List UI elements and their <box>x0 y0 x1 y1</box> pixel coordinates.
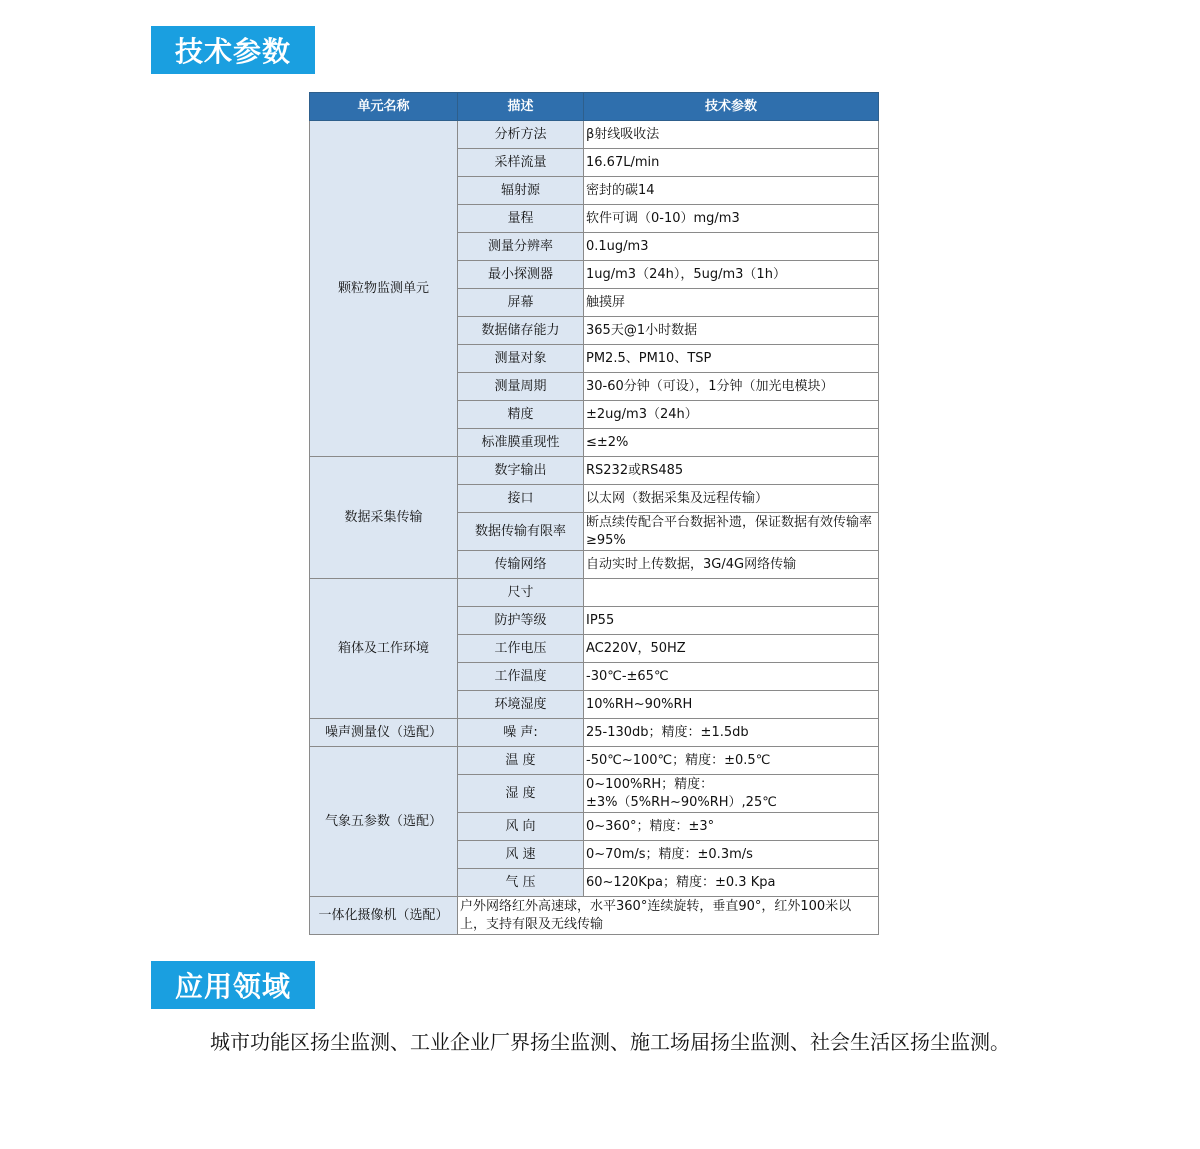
desc-cell: 风 速 <box>458 841 584 869</box>
param-cell: AC220V，50HZ <box>584 635 879 663</box>
desc-cell: 测量周期 <box>458 373 584 401</box>
desc-cell: 量程 <box>458 205 584 233</box>
param-cell: 25-130db；精度：±1.5db <box>584 719 879 747</box>
desc-cell: 测量对象 <box>458 345 584 373</box>
desc-cell: 最小探测器 <box>458 261 584 289</box>
desc-cell: 防护等级 <box>458 607 584 635</box>
table-row <box>310 719 879 747</box>
desc-cell: 测量分辨率 <box>458 233 584 261</box>
unit-name-cell: 数据采集传输 <box>310 457 458 579</box>
column-header-param: 技术参数 <box>584 93 879 121</box>
param-cell: PM2.5、PM10、TSP <box>584 345 879 373</box>
desc-cell: 气 压 <box>458 869 584 897</box>
desc-cell: 噪 声: <box>458 719 584 747</box>
param-cell: -30℃-±65℃ <box>584 663 879 691</box>
param-cell: IP55 <box>584 607 879 635</box>
desc-cell: 屏幕 <box>458 289 584 317</box>
table-row <box>310 747 879 775</box>
param-cell: 0~360°；精度：±3° <box>584 813 879 841</box>
table-row <box>310 579 879 607</box>
param-cell: 1ug/m3（24h），5ug/m3（1h） <box>584 261 879 289</box>
desc-cell: 辐射源 <box>458 177 584 205</box>
desc-cell: 标准膜重现性 <box>458 429 584 457</box>
param-cell: -50℃~100℃；精度：±0.5℃ <box>584 747 879 775</box>
desc-cell: 数据储存能力 <box>458 317 584 345</box>
unit-name-cell: 一体化摄像机（选配） <box>310 897 458 935</box>
param-cell: 软件可调（0-10）mg/m3 <box>584 205 879 233</box>
desc-cell: 工作电压 <box>458 635 584 663</box>
desc-cell: 数据传输有限率 <box>458 513 584 551</box>
param-cell: RS232或RS485 <box>584 457 879 485</box>
column-header-unit: 单元名称 <box>310 93 458 121</box>
desc-cell: 工作温度 <box>458 663 584 691</box>
desc-cell: 温 度 <box>458 747 584 775</box>
application-paragraph: 城市功能区扬尘监测、工业企业厂界扬尘监测、施工场届扬尘监测、社会生活区扬尘监测。 <box>210 1030 1010 1054</box>
param-cell: 0~100%RH；精度：±3%（5%RH~90%RH）,25℃ <box>584 775 879 813</box>
unit-name-cell: 颗粒物监测单元 <box>310 121 458 457</box>
section-heading-tech-params: 技术参数 <box>151 26 315 74</box>
table-row <box>310 897 879 935</box>
section-heading-application: 应用领域 <box>151 961 315 1009</box>
param-cell: 自动实时上传数据，3G/4G网络传输 <box>584 551 879 579</box>
unit-name-cell: 气象五参数（选配） <box>310 747 458 897</box>
param-cell: ≤±2% <box>584 429 879 457</box>
table-row <box>310 457 879 485</box>
desc-cell: 尺寸 <box>458 579 584 607</box>
desc-cell: 湿 度 <box>458 775 584 813</box>
param-cell <box>584 579 879 607</box>
param-cell: 10%RH~90%RH <box>584 691 879 719</box>
param-cell: β射线吸收法 <box>584 121 879 149</box>
column-header-desc: 描述 <box>458 93 584 121</box>
desc-cell: 风 向 <box>458 813 584 841</box>
param-cell: 0.1ug/m3 <box>584 233 879 261</box>
table-header-row <box>310 93 879 121</box>
desc-cell: 接口 <box>458 485 584 513</box>
param-cell: 16.67L/min <box>584 149 879 177</box>
desc-cell: 采样流量 <box>458 149 584 177</box>
camera-spec-cell: 户外网络红外高速球，水平360°连续旋转，垂直90°，红外100米以上，支持有限及无线传输 <box>458 897 879 935</box>
desc-cell: 分析方法 <box>458 121 584 149</box>
table-row <box>310 121 879 149</box>
desc-cell: 传输网络 <box>458 551 584 579</box>
param-cell: 以太网（数据采集及远程传输） <box>584 485 879 513</box>
param-cell: 365天@1小时数据 <box>584 317 879 345</box>
unit-name-cell: 箱体及工作环境 <box>310 579 458 719</box>
desc-cell: 数字输出 <box>458 457 584 485</box>
desc-cell: 精度 <box>458 401 584 429</box>
desc-cell: 环境湿度 <box>458 691 584 719</box>
param-cell: ±2ug/m3（24h） <box>584 401 879 429</box>
param-cell: 断点续传配合平台数据补遗，保证数据有效传输率≥95% <box>584 513 879 551</box>
param-cell: 60~120Kpa；精度：±0.3 Kpa <box>584 869 879 897</box>
spec-table <box>309 92 879 935</box>
param-cell: 触摸屏 <box>584 289 879 317</box>
param-cell: 0~70m/s；精度：±0.3m/s <box>584 841 879 869</box>
unit-name-cell: 噪声测量仪（选配） <box>310 719 458 747</box>
param-cell: 密封的碳14 <box>584 177 879 205</box>
param-cell: 30-60分钟（可设），1分钟（加光电模块） <box>584 373 879 401</box>
